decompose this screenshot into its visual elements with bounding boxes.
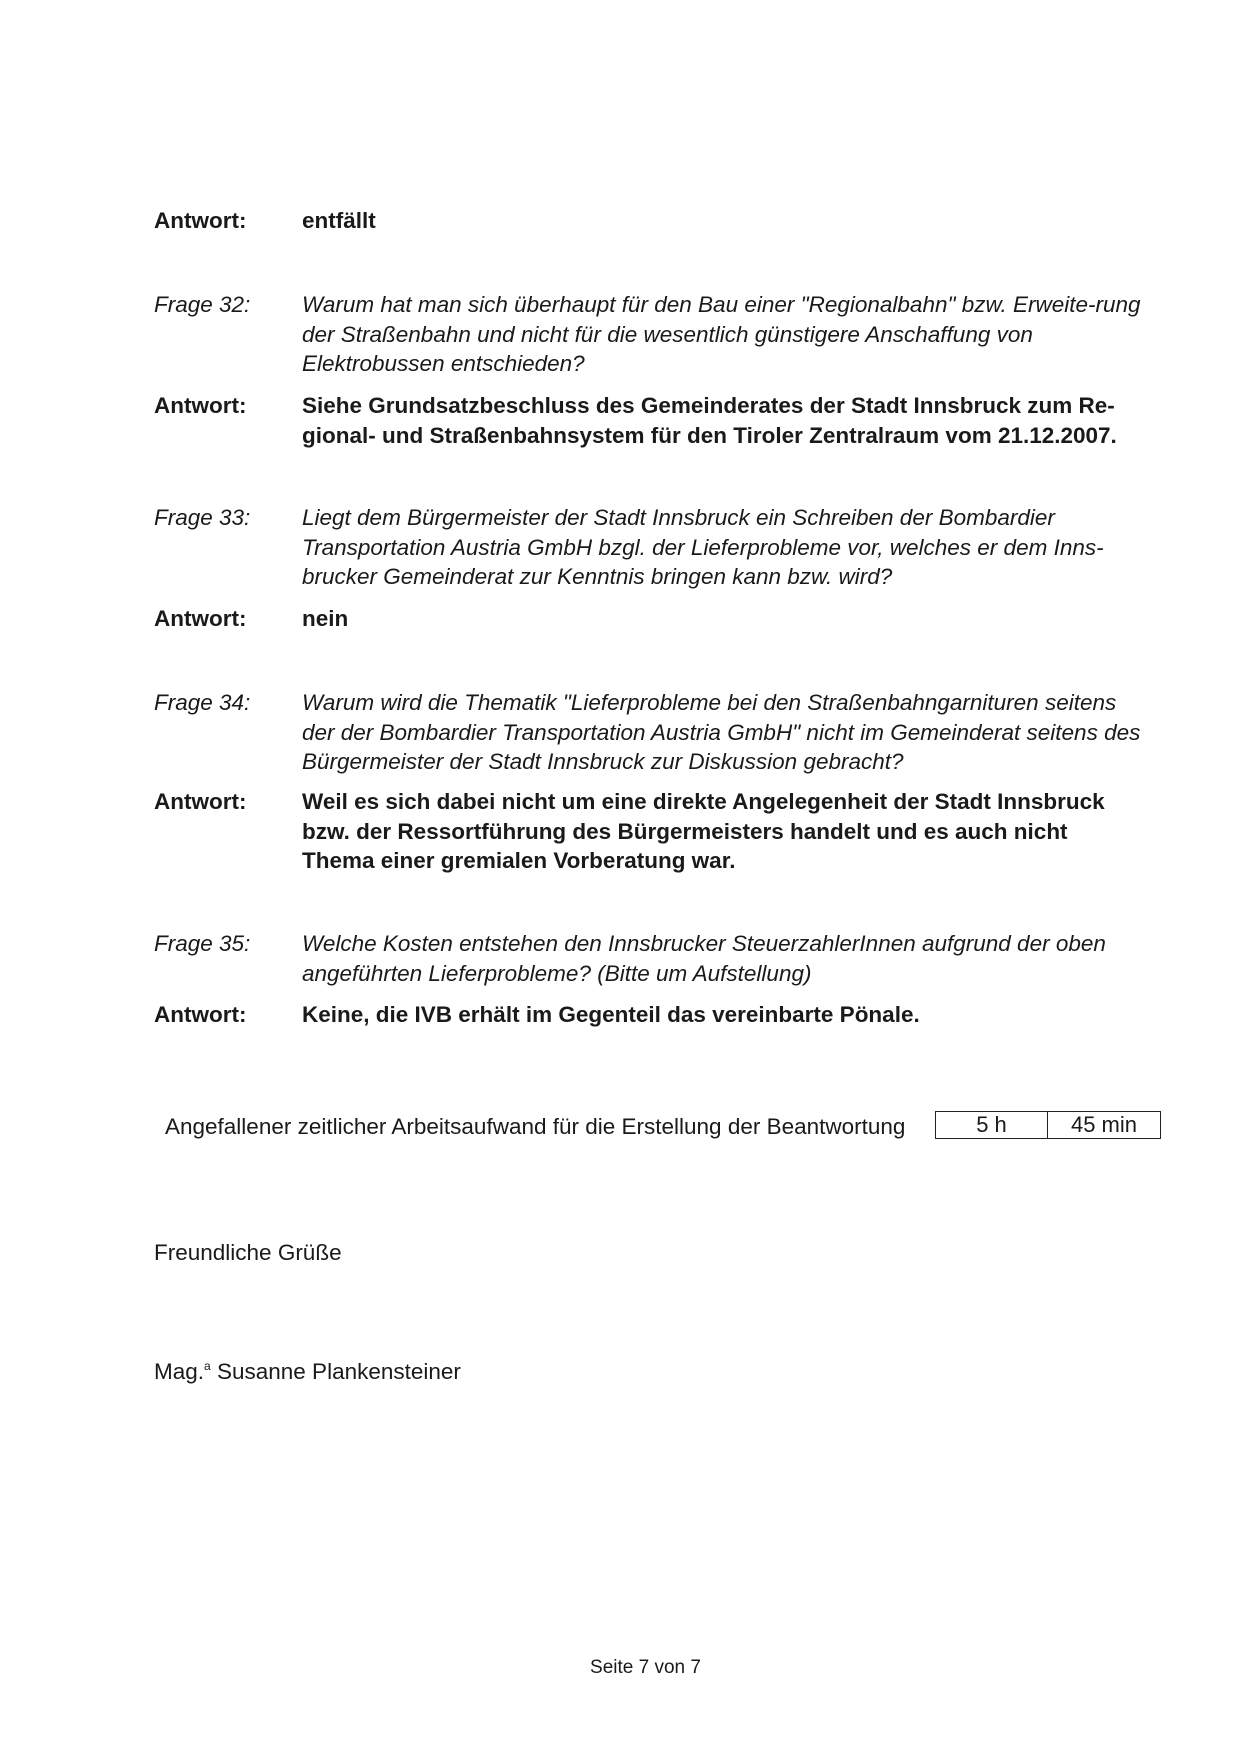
effort-label: Angefallener zeitlicher Arbeitsaufwand für die Erstellung der Beantwortung xyxy=(165,1114,906,1139)
answer-text: Weil es sich dabei nicht um eine direkte Angelegenheit der Stadt Innsbruck bzw. der Ressortführung des Bürgermeisters handelt und es auch nicht Thema einer gremialen Vorberatung war. xyxy=(302,789,1105,873)
question-text: Liegt dem Bürgermeister der Stadt Innsbruck ein Schreiben der Bombardier Transportation Austria GmbH bzgl. der Lieferprobleme vor, welches er dem Inns-brucker Gemeinderat zur Kenntnis bringen kann bzw. wird? xyxy=(302,505,1104,589)
answer-label: Antwort: xyxy=(154,393,247,418)
question-label: Frage 35: xyxy=(154,931,251,956)
question-label: Frage 33: xyxy=(154,505,251,530)
effort-minutes: 45 min xyxy=(1070,1112,1138,1137)
question-label: Frage 34: xyxy=(154,690,251,715)
question-text: Welche Kosten entstehen den Innsbrucker SteuerzahlerInnen aufgrund der oben angeführten Lieferprobleme? (Bitte um Aufstellung) xyxy=(302,931,1106,986)
answer-label: Antwort: xyxy=(154,208,247,233)
signer-title: Mag. xyxy=(154,1359,205,1384)
answer-text: Keine, die IVB erhält im Gegenteil das vereinbarte Pönale. xyxy=(302,1002,920,1027)
signer-name: Susanne Plankensteiner xyxy=(216,1359,461,1384)
question-label: Frage 32: xyxy=(154,292,251,317)
question-text: Warum wird die Thematik "Lieferprobleme bei den Straßenbahngarnituren seitens der der Bombardier Transportation Austria GmbH" nicht im Gemeinderat seitens des Bürgermeister der Stadt Innsbruck zur Diskussion gebracht? xyxy=(302,690,1141,774)
effort-table xyxy=(935,1111,1161,1139)
answer-text: Siehe Grundsatzbeschluss des Gemeinderates der Stadt Innsbruck zum Re-gional- und Straßenbahnsystem für den Tiroler Zentralraum vom 21.12.2007. xyxy=(302,393,1117,448)
page-number: Seite 7 von 7 xyxy=(590,1657,701,1678)
question-text: Warum hat man sich überhaupt für den Bau einer "Regionalbahn" bzw. Erweite-rung der Straßenbahn und nicht für die wesentlich günstigere Anschaffung von Elektrobussen entschieden? xyxy=(302,292,1141,376)
closing-greeting: Freundliche Grüße xyxy=(154,1240,342,1265)
signer-name-line xyxy=(154,1352,461,1386)
effort-hours: 5 h xyxy=(936,1112,1048,1138)
answer-text: nein xyxy=(302,606,349,631)
answer-text: entfällt xyxy=(302,208,376,233)
signer-title-sup: a xyxy=(204,1359,211,1373)
answer-label: Antwort: xyxy=(154,606,247,631)
answer-label: Antwort: xyxy=(154,789,247,814)
answer-label: Antwort: xyxy=(154,1002,247,1027)
